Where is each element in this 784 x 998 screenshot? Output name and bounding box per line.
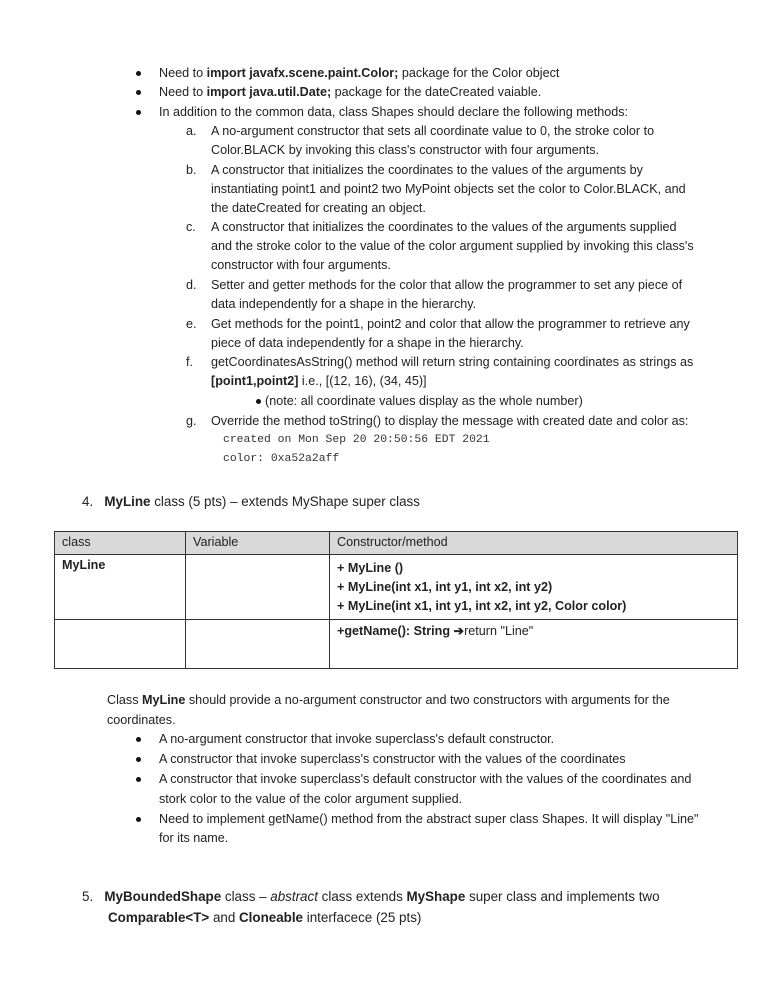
text-line: getCoordinatesAsString() method will return string containing coordinates as strings as — [211, 355, 694, 369]
constructor: + MyLine () — [337, 561, 404, 575]
text-line: piece of data independently for a shape in the hierarchy. — [211, 336, 524, 350]
bullet-dot — [136, 777, 141, 782]
section-5-heading: 5. MyBoundedShape class – abstract class extends MyShape super class and implements two — [82, 889, 660, 904]
text-line: A constructor that initializes the coordinates to the values of the arguments by — [211, 163, 643, 177]
empty-cell — [55, 620, 186, 669]
header-class: class — [55, 532, 186, 555]
myline-bullet-3: A constructor that invoke superclass's default constructor with the values of the coordinates and — [159, 772, 692, 786]
code-color: color: 0xa52a2aff — [223, 453, 340, 465]
header-variable: Variable — [186, 532, 330, 555]
letter: a. — [186, 124, 197, 138]
text-line: data independently for a shape in the hierarchy. — [211, 297, 477, 311]
myline-bullet-3-cont: stork color to the value of the color argument supplied. — [159, 792, 463, 806]
letter: e. — [186, 317, 197, 331]
letter: b. — [186, 163, 197, 177]
myline-paragraph-line2: coordinates. — [107, 713, 176, 727]
constructor: + MyLine(int x1, int y1, int x2, int y2) — [337, 580, 553, 594]
text-line: the dateCreated for creating an object. — [211, 201, 426, 215]
bullet-common-data: In addition to the common data, class Shapes should declare the following methods: — [159, 105, 629, 119]
class-name-cell: MyLine — [55, 555, 186, 620]
letter: d. — [186, 278, 197, 292]
letter: g. — [186, 414, 197, 428]
letter: f. — [186, 355, 193, 369]
text-line: A constructor that initializes the coordinates to the values of the arguments supplied — [211, 220, 677, 234]
method-f-note: (note: all coordinate values display as the whole number) — [265, 394, 583, 408]
myline-bullet-4: Need to implement getName() method from the abstract super class Shapes. It will display "Line" — [159, 812, 699, 826]
bullet-import-date: Need to import java.util.Date; package for the dateCreated vaiable. — [159, 85, 542, 99]
section-5-heading-line2: Comparable<T> and Cloneable interfacece (25 pts) — [108, 910, 422, 925]
method-cell: +getName(): String ➔return "Line" — [330, 620, 738, 669]
constructors-cell — [330, 555, 738, 620]
empty-cell — [186, 620, 330, 669]
letter: c. — [186, 220, 196, 234]
header-constructor-method: Constructor/method — [330, 532, 738, 555]
bullet-import-color: Need to import javafx.scene.paint.Color; package for the Color object — [159, 66, 560, 80]
text-line: A no-argument constructor that sets all coordinate value to 0, the stroke color to — [211, 124, 655, 138]
text-line: instantiating point1 and point2 two MyPoint objects set the color to Color.BLACK, and — [211, 182, 686, 196]
bullet-dot — [136, 817, 141, 822]
text-line: and the stroke color to the value of the color argument supplied by invoking this class's — [211, 239, 694, 253]
text-line: Setter and getter methods for the color that allow the programmer to set any piece of — [211, 278, 683, 292]
myline-bullet-1: A no-argument constructor that invoke superclass's default constructor. — [159, 732, 555, 746]
bullet-dot — [136, 737, 141, 742]
myline-class-table — [54, 531, 738, 669]
variable-cell — [186, 555, 330, 620]
bullet-dot — [136, 757, 141, 762]
text-line: Override the method toString() to display the message with created date and color as: — [211, 414, 689, 428]
code-created: created on Mon Sep 20 20:50:56 EDT 2021 — [223, 434, 490, 446]
myline-bullet-4-cont: for its name. — [159, 831, 229, 845]
bullet-dot — [136, 90, 141, 95]
constructor: + MyLine(int x1, int y1, int x2, int y2, Color color) — [337, 599, 627, 613]
bullet-dot — [136, 110, 141, 115]
bullet-dot — [136, 71, 141, 76]
text-line: Color.BLACK by invoking this class's constructor with four arguments. — [211, 143, 600, 157]
myline-paragraph: Class MyLine should provide a no-argument constructor and two constructors with arguments for the — [107, 693, 670, 707]
myline-bullet-2: A constructor that invoke superclass's constructor with the values of the coordinates — [159, 752, 626, 766]
text-line: [point1,point2] i.e., [(12, 16), (34, 45)] — [211, 374, 427, 388]
section-4-heading: 4. MyLine class (5 pts) – extends MyShape super class — [82, 494, 420, 509]
bullet-dot — [256, 399, 261, 404]
text-line: Get methods for the point1, point2 and color that allow the programmer to retrieve any — [211, 317, 690, 331]
arrow-icon: ➔ — [453, 624, 465, 638]
text-line: constructor with four arguments. — [211, 258, 391, 272]
